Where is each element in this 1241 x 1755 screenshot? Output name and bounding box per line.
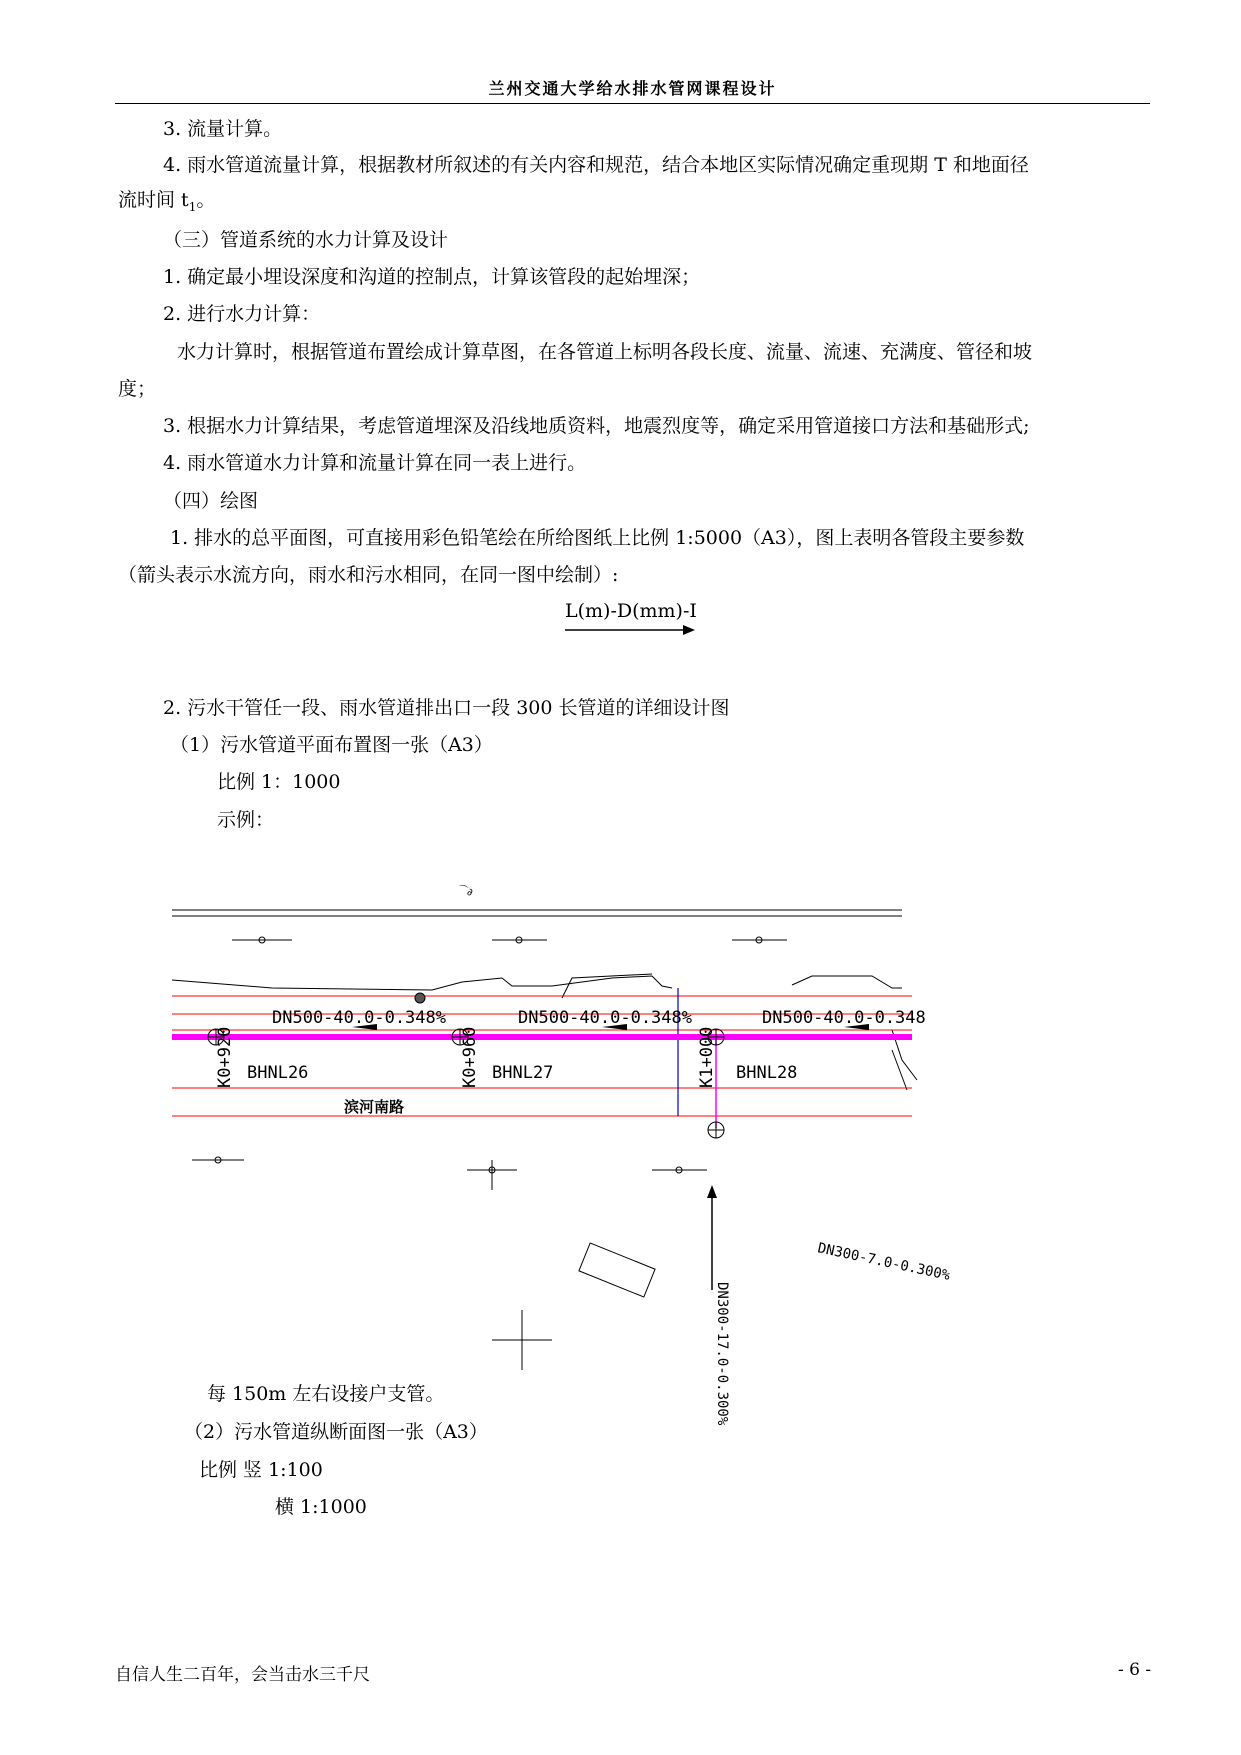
text-line-13: 比例 1：1000 <box>217 771 341 793</box>
text-line-10a: 1. 排水的总平面图，可直接用彩色铅笔绘在所给图纸上比例 1:5000（A3），图上表明各管段主要参数 <box>170 527 1025 549</box>
segment-label-2: DN500-40.0-0.348% <box>518 1008 692 1028</box>
text-line-6b: 度； <box>118 378 157 400</box>
section-3-heading: （三）管道系统的水力计算及设计 <box>163 229 449 251</box>
text-line-17: 比例 竖 1:100 <box>199 1459 323 1481</box>
branch-label-down: DN300-17.0-0.300% <box>714 1282 730 1426</box>
text-line-14: 示例： <box>217 809 275 831</box>
text-line-5: 2. 进行水力计算： <box>163 303 321 325</box>
manhole-label-2: BHNL27 <box>492 1063 554 1083</box>
text-line-6a: 水力计算时，根据管道布置绘成计算草图，在各管道上标明各段长度、流量、流速、充满度、管径和坡 <box>177 341 1033 363</box>
formula-arrow <box>565 600 705 640</box>
formula-text: L(m)-D(mm)-I <box>565 600 697 622</box>
text-line-18: 横 1:1000 <box>275 1496 367 1518</box>
branch-label-right: DN300-7.0-0.300% <box>816 1240 952 1284</box>
roadside-symbol-1 <box>232 937 292 943</box>
roadside-symbol-5 <box>652 1167 707 1173</box>
text-line-1: 3. 流量计算。 <box>163 118 283 140</box>
text-line-11: 2. 污水干管任一段、雨水管道排出口一段 300 长管道的详细设计图 <box>163 697 730 719</box>
text-line-2b <box>118 188 215 219</box>
roadside-symbol-4 <box>192 1157 244 1163</box>
text-line-2b-main: 流时间 t <box>118 189 189 211</box>
formula-block <box>565 600 705 640</box>
text-line-2a: 4. 雨水管道流量计算，根据教材所叙述的有关内容和规范，结合本地区实际情况确定重现期 T 和地面径 <box>163 154 1029 176</box>
text-line-16: （2）污水管道纵断面图一张（A3） <box>184 1421 488 1443</box>
page-number: - 6 - <box>1118 1660 1152 1680</box>
footer-motto: 自信人生二百年，会当击水三千尺 <box>115 1665 370 1685</box>
text-line-15: 每 150m 左右设接户支管。 <box>207 1383 445 1405</box>
text-line-2b-sub: 1 <box>188 199 197 214</box>
text-line-12: （1）污水管道平面布置图一张（A3） <box>170 734 493 756</box>
station-label-2: K0+960 <box>460 1026 480 1088</box>
header-rule <box>115 103 1150 104</box>
station-label-1: K0+920 <box>215 1026 235 1088</box>
roadside-symbol-3 <box>732 937 787 943</box>
text-line-10b: （箭头表示水流方向，雨水和污水相同，在同一图中绘制）: <box>118 564 619 586</box>
text-line-2b-end: 。 <box>196 189 216 211</box>
text-line-4: 1. 确定最小埋设深度和沟道的控制点，计算该管段的起始埋深； <box>163 266 701 288</box>
station-label-3: K1+000 <box>697 1026 717 1088</box>
manhole-label-3: BHNL28 <box>736 1063 798 1083</box>
road-name: 滨河南路 <box>344 1098 405 1116</box>
svg-text:⌒∂: ⌒∂ <box>456 884 474 899</box>
roadside-symbol-6 <box>467 1160 517 1190</box>
manhole-label-1: BHNL26 <box>247 1063 309 1083</box>
roadside-symbol-2 <box>492 937 547 943</box>
segment-label-3: DN500-40.0-0.348 <box>762 1008 926 1028</box>
page-header: 兰州交通大学给水排水管网课程设计 <box>488 79 777 98</box>
segment-label-1: DN500-40.0-0.348% <box>272 1008 446 1028</box>
section-4-heading: （四）绘图 <box>163 490 259 512</box>
text-line-8: 4. 雨水管道水力计算和流量计算在同一表上进行。 <box>163 452 587 474</box>
text-line-7: 3. 根据水力计算结果，考虑管道埋深及沿线地质资料，地震烈度等，确定采用管道接口方法和基础形式; <box>163 415 1030 437</box>
